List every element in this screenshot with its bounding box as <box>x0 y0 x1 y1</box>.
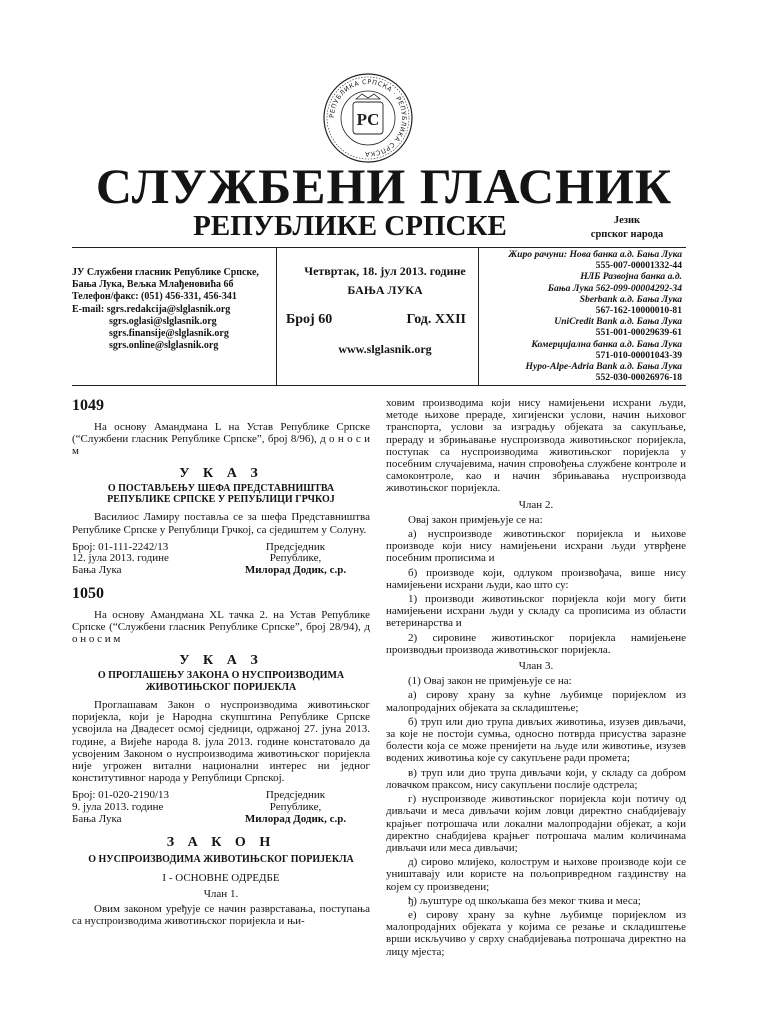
language-note-line2: српског народа <box>590 229 664 240</box>
article-item: б) труп или дио трупа дивљих животиња, изузев дивљачи, за које не постоји сумња, односно потврда присуства заразне болести која се може пренијети на људе или животиње, изузев водених животиња које су сакупљене ради промета; <box>386 715 686 765</box>
contact-line: Бања Лука, Вељка Млађеновића 6б <box>72 279 234 291</box>
seal-ring-text: РЕПУБЛИКА СРПСКА · РЕПУБЛИКА СРПСКА <box>327 77 409 159</box>
decree-title: О ПРОГЛАШЕЊУ ЗАКОНА О НУСПРОИЗВОДИМА ЖИВОТИЊСКОГ ПОРИЈЕКЛА <box>97 670 345 693</box>
contact-email[interactable]: sgrs.finansije@slglasnik.org <box>109 328 229 340</box>
law-title: О НУСПРОИЗВОДИМА ЖИВОТИЊСКОГ ПОРИЈЕКЛА <box>88 854 354 866</box>
bank-name: Sberbank а.д. Бања Лука <box>579 293 682 305</box>
article-item: а) сирову храну за кућне љубимце поријеклом из малопродајних објеката за складиштење; <box>386 689 686 714</box>
gazette-subtitle: РЕПУБЛИКЕ СРПСКЕ <box>193 210 507 242</box>
article-item: в) труп или дио трупа дивљачи који, у складу са добром ловачком праксом, нису сакупљени послије одстрела; <box>386 766 686 791</box>
signer-name: Милорад Додик, с.р. <box>244 812 347 825</box>
decree-preamble: На основу Амандмана L на Устав Републике Српске (“Службени гласник Републике Српске”, број 8/96), д о н о с и м <box>72 421 370 458</box>
seal-monogram: РС <box>356 110 380 129</box>
article-heading: Члан 2. <box>518 498 554 511</box>
signature-block <box>72 790 370 825</box>
bank-name: Жиро рачуни: Нова банка а.д. Бања Лука <box>508 249 682 260</box>
header-divider-left <box>276 247 277 386</box>
decree-body: Василиос Ламиру поставља се за шефа Представништва Републике Српске у Републици Грчкој, са сједиштем у Солуну. <box>72 511 370 536</box>
bank-account: 552-030-00026976-18 <box>595 372 682 384</box>
header-rule-top <box>72 247 686 248</box>
coat-of-arms-seal <box>322 72 414 164</box>
decree-type: У К А З <box>179 653 263 669</box>
signer-role: Републике, <box>269 801 322 814</box>
decree-number: 1049 <box>72 397 104 414</box>
article-item: б) производе који, одлуком произвођача, више нису намијењени исхрани људи, као што су: <box>386 566 686 591</box>
signer-role: Предсједник <box>265 540 326 553</box>
contact-email[interactable]: sgrs.oglasi@slglasnik.org <box>109 315 217 327</box>
issue-number: Број 60 <box>286 312 333 327</box>
bank-account: 555-007-00001332-44 <box>595 260 682 272</box>
article-text: Овај закон примјењује се на: <box>408 513 543 526</box>
article-heading: Члан 1. <box>203 887 239 900</box>
signer-role: Предсједник <box>265 789 326 802</box>
signer-name: Милорад Додик, с.р. <box>244 564 347 577</box>
issue-date: Четвртак, 18. јул 2013. године <box>304 264 466 278</box>
bank-account: 571-010-00001043-39 <box>595 349 682 361</box>
ref-date: 12. јула 2013. године <box>72 552 169 565</box>
article-item: г) нуспроизводе животињског поријекла који потичу од дивљачи и меса дивљачи којим ловци директно снабдијевају крајњег потрошача или локални малопродајни објекат, а који директно снабдијева крајњег потрошача малим количинама дивљачи или меса дивљачи; <box>386 793 686 854</box>
law-type: З А К О Н <box>166 835 276 851</box>
bank-name: Бања Лука 562-099-00004292-34 <box>547 282 682 294</box>
signer-role: Републике, <box>269 552 322 565</box>
left-column <box>72 397 370 929</box>
article-item: 1) производи животињског поријекла који могу бити намијењени исхрани људи у складу са прописима из области ветеринарства и <box>386 593 686 630</box>
article-item: ђ) љуштуре од шкољкаша без меког ткива и меса; <box>408 894 641 907</box>
article-item: е) сирову храну за кућне љубимце поријеклом из малопродајних објеката у којима се резање и складиштење врши искључиво у сврху снабдијевања потрошача директно на лицу мјеста; <box>386 908 686 958</box>
issue-city: БАЊА ЛУКА <box>347 283 423 297</box>
ref-number: Број: 01-111-2242/13 <box>72 540 169 553</box>
issue-year: Год. XXII <box>406 312 466 327</box>
section-heading: I - ОСНОВНЕ ОДРЕДБЕ <box>162 871 280 884</box>
contact-email[interactable]: sgrs.online@slglasnik.org <box>109 340 219 352</box>
right-column <box>386 397 686 960</box>
ref-number: Број: 01-020-2190/13 <box>72 789 170 802</box>
bank-name: Комерцијална банка а.д. Бања Лука <box>531 338 682 350</box>
ref-city: Бања Лука <box>72 812 122 825</box>
language-note-line1: Језик <box>613 215 641 226</box>
decree-preamble: На основу Амандмана XL тачка 2. на Устав Републике Српске (“Службени гласник Републике Српске”, број 28/94), д о н о с и м <box>72 608 370 646</box>
language-note <box>582 214 672 242</box>
publisher-contact <box>72 267 272 352</box>
bank-name: Hypo-Alpe-Adria Bank а.д. Бања Лука <box>525 361 682 373</box>
article-item: а) нуспроизводе животињског поријекла и њихове производе који нису намијењени исхрани људи утврђене посебним прописима и <box>386 528 686 565</box>
bank-accounts <box>482 249 682 383</box>
article-text: (1) Овај закон не примјењује се на: <box>408 675 572 688</box>
article-item: 2) сировине животињског поријекла намијењене производњи производа животињског поријекла. <box>386 631 686 656</box>
bank-name: UniCredit Bank а.д. Бања Лука <box>554 316 682 328</box>
bank-account: 567-162-10000010-81 <box>595 305 682 317</box>
contact-line: Телефон/факс: (051) 456-331, 456-341 <box>72 291 237 303</box>
bank-account: 551-001-00029639-61 <box>595 327 682 339</box>
article-item: д) сирово млијеко, колострум и њихове производе који се уништавају или користе на пољопривредном газдинству на којем су произведени; <box>386 856 686 893</box>
issue-number-row <box>278 311 492 329</box>
decree-type: У К А З <box>179 465 263 481</box>
issue-info <box>278 262 492 357</box>
decree-number: 1050 <box>72 584 104 602</box>
article-text: Овим законом уређује се начин разврставања, поступања са нуспроизводима животињског поријекла и њи- <box>72 903 370 928</box>
ref-date: 9. јула 2013. године <box>72 801 164 814</box>
article-heading: Члан 3. <box>518 660 554 673</box>
contact-email[interactable]: E-mail: sgrs.redakcija@slglasnik.org <box>72 303 231 315</box>
article-text: ховим производима који нису намијењени исхрани људи, методе њихове прераде, хигијенски услови, начин њиховог транспорта, услови за изградњу објеката за сакупљање, прераду и збрињавање нуспроизвода животињског поријекла, поступак са нуспроизводима животињског поријекла у посебним случајевима, начин спровођења службене контроле и самоконтроле, као и начин збрињавања нуспроизвода животињског поријекла. <box>386 397 686 495</box>
signature-block <box>72 542 370 577</box>
contact-line: ЈУ Службени гласник Републике Српске, <box>72 267 259 278</box>
gazette-title: СЛУЖБЕНИ ГЛАСНИК <box>95 158 673 214</box>
decree-title: О ПОСТАВЉЕЊУ ШЕФА ПРЕДСТАВНИШТВА РЕПУБЛИКЕ СРПСКЕ У РЕПУБЛИЦИ ГРЧКОЈ <box>107 482 335 506</box>
header-rule-bottom <box>72 385 686 386</box>
decree-body: Проглашавам Закон о нуспроизводима животињског поријекла, који је Народна скупштина Републике Српске усвојила на Двадесет осмој сједници, одржаној 27. јуна 2013. године, а Вијеће народа 8. јула 2013. године констатовало да усвојеним Законом о нуспроизводима животињског поријекла није угрожен витални национални интерес ни једног конститутивног народа у Републици Српској. <box>72 699 370 785</box>
bank-name: НЛБ Развојна банка а.д. <box>580 271 682 283</box>
ref-city: Бања Лука <box>72 564 122 577</box>
website-link[interactable]: www.slglasnik.org <box>338 342 432 356</box>
